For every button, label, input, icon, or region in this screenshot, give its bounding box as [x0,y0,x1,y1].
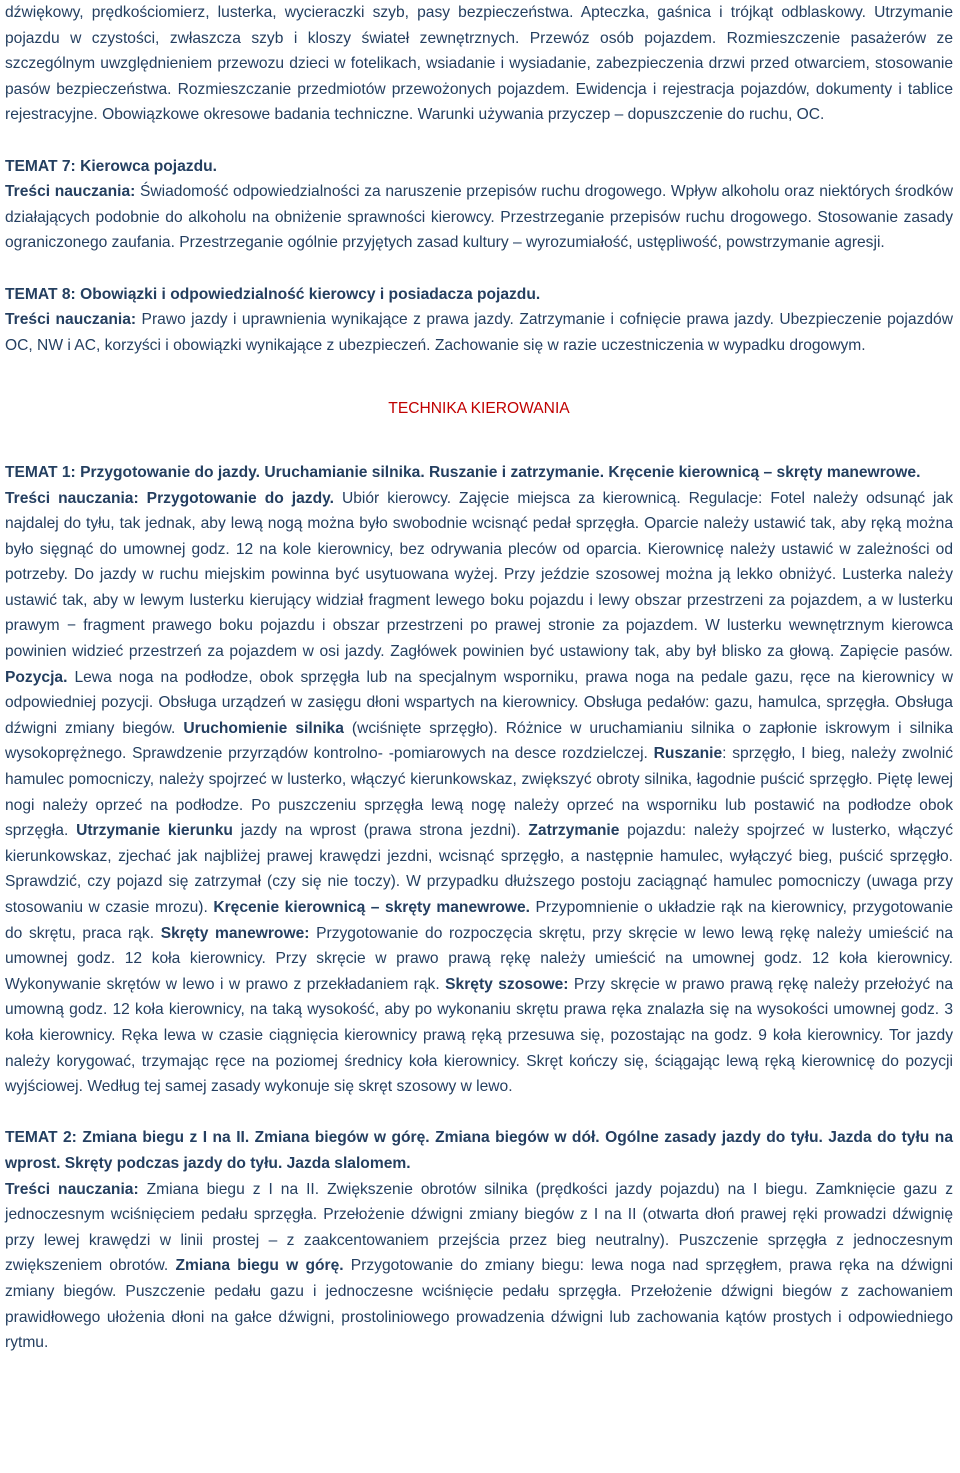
temat1-text-3: (wciśnięte sprzęgło). Różnice w uruchamianiu silnika o zapłonie iskrowym i silnika wysokoprężnego. Sprawdzenie przyrządów kontrolno- -pomiarowych na desce rozdzielczej. [5,719,953,763]
temat8-text: Prawo jazdy i uprawnienia wynikające z prawa jazdy. Zatrzymanie i cofnięcie prawa jazdy. Ubezpieczenie pojazdów OC, NW i AC, korzyści i obowiązki wynikające z ubezpieczeń. Zachowanie się w razie uczestniczenia w wypadku drogowym. [5,311,953,354]
spacer [5,256,953,282]
temat8-paragraph [5,307,953,358]
intro-paragraph: dźwiękowy, prędkościomierz, lusterka, wycieraczki szyb, pasy bezpieczeństwa. Apteczka, gaśnica i trójkąt odblaskowy. Utrzymanie pojazdu w czystości, zwłaszcza szyb i kloszy świateł zewnętrznych. Przewóz osób pojazdem. Rozmieszczenie pasażerów ze szczególnym uwzględnieniem przewozu dzieci w fotelikach, wsiadanie i wysiadanie, zabezpieczenia drzwi przed otwarciem, stosowanie pasów bezpieczeństwa. Rozmieszczanie przedmiotów przewożonych pojazdem. Ewidencja i rejestracja pojazdów, dokumenty i tablice rejestracyjne. Obowiązkowe okresowe badania techniczne. Warunki używania przyczep – dopuszczenie do ruchu, OC. [5,4,953,124]
temat1-text-2: Lewa noga na podłodze, obok sprzęgła lub na specjalnym wsporniku, prawa noga na pedale gazu, ręce na kierownicy w odpowiedniej pozycji. Obsługa urządzeń w zasięgu dłoni wspartych na kierownicy. Obsługa pedałów: gazu, hamulca, sprzęgła. Obsługa dźwigni zmiany biegów. [5,668,953,737]
temat1-bold-5: Zatrzymanie [528,822,620,840]
temat1-bold-4: Utrzymanie kierunku [76,822,233,840]
temat1-bold-6: Kręcenie kierownicą – skręty manewrowe. [213,899,530,916]
temat1-text-6: pojazdu: należy spojrzeć w lusterko, włączyć kierunkowskaz, zjechać jak najbliżej prawej krawędzi jezdni, wcisnąć sprzęgło, a następnie hamulec, wyłączyć bieg, puścić sprzęgło. Sprawdzić, czy pojazd się zatrzymał (czy się nie toczy). W przypadku dłuższego postoju zaciągnąć hamulec pomocniczy (uwaga przy stosowaniu w czasie mrozu). [5,822,954,916]
temat2-label: Treści nauczania: [5,1180,139,1198]
temat7-text: Świadomość odpowiedzialności za naruszenie przepisów ruchu drogowego. Wpływ alkoholu oraz niektórych środków działających podobnie do alkoholu na obniżenie sprawności kierowcy. Przestrzeganie przepisów ruchu drogowego. Stosowanie zasady ograniczonego zaufania. Przestrzeganie ogólnie przyjętych zasad kultury – wyrozumiałość, ustępliwość, powstrzymanie agresji. [5,183,953,252]
spacer [5,422,953,460]
temat1-bold-3: Ruszanie [653,745,723,763]
temat8-label: Treści nauczania: [5,311,137,329]
temat7-paragraph [5,179,953,256]
temat1-paragraph [5,486,953,1100]
temat2-paragraph [5,1177,953,1356]
temat1-bold-8: Skręty szosowe: [445,975,569,993]
spacer [5,1100,953,1126]
section-title: TECHNIKA KIEROWANIA [388,400,570,418]
temat2-text-1: Zmiana biegu z I na II. Zwiększenie obrotów silnika (prędkości jazdy pojazdu) na I biegu. Zamknięcie gazu z jednoczesnym wciśnięciem pedału sprzęgła. Przełożenie dźwigni zmiany biegów z I na II (otwarta dłoń prawej ręki prowadzi dźwignię przy lewej krawędzi w linii prostej – z zaakcentowaniem przejścia przez bieg neutralny). Puszczenie sprzęgła z jednoczesnym zwiększeniem obrotów. [5,1180,953,1275]
temat2-heading: TEMAT 2: Zmiana biegu z I na II. Zmiana biegów w górę. Zmiana biegów w dół. Ogólne zasady jazdy do tyłu. Jazda do tyłu na wprost. Skręty podczas jazdy do tyłu. Jazda slalomem. [5,1129,953,1172]
temat2-text-2: Przygotowanie do zmiany biegu: lewa noga nad sprzęgłem, prawa ręka na dźwigni zmiany biegów. Puszczenie pedału gazu i jednoczesne wciśnięcie pedału sprzęgła. Przełożenie dźwigni biegów z zachowaniem prawidłowego ułożenia dłoni na gałce dźwigni, prostoliniowego prowadzenia dźwigni lub zachowania kątów prostych i odpowiedniego rytmu. [5,1257,953,1352]
temat1-text-9: Przy skręcie w prawo prawą rękę należy przełożyć na umowną godz. 12 koła kierownicy, na taką wysokość, aby po wykonaniu skrętu prawa ręka znalazła się na wysokości umownej godz. 3 koła kierownicy. Ręka lewa w czasie ciągnięcia kierownicy prawą ręką przesuwa się, pozostając na godz. 9 koła kierownicy. Tor jazdy należy korygować, trzymając ręce na poziomej średnicy koła kierownicy. Skręt kończy się, ściągając lewą ręką kierownicę do pozycji wyjściowej. Według tej samej zasady wykonuje się skręt szosowy w lewo. [5,975,953,1096]
temat1-text-8: Przygotowanie do rozpoczęcia skrętu, przy skręcie w lewo lewą rękę należy umieścić na umownej godz. 12 koła kierownicy. Przy skręcie w prawo prawą rękę należy umieścić na umownej godz. 12 koła kierownicy. Wykonywanie skrętów w lewo i w prawo z przekładaniem rąk. [5,924,954,993]
temat1-label: Treści nauczania: Przygotowanie do jazdy. [5,489,334,507]
temat1-text-5: jazdy na wprost (prawa strona jezdni). [232,822,529,840]
temat1-heading: TEMAT 1: Przygotowanie do jazdy. Uruchamianie silnika. Ruszanie i zatrzymanie. Kręcenie kierownicą – skręty manewrowe. [5,463,921,481]
temat7-label: Treści nauczania: [5,183,136,201]
spacer [5,358,953,396]
temat1-bold-1: Pozycja. [5,668,68,686]
spacer [5,128,953,154]
temat1-text-4: : sprzęgło, I bieg, należy zwolnić hamulec pomocniczy, należy spojrzeć w lusterko, włączyć kierunkowskaz, zwiększyć obroty silnika, łagodnie puścić sprzęgło. Piętę lewej nogi należy oprzeć na podłodze. Po puszczeniu sprzęgła lewą nogę należy oprzeć na wsporniku lub postawić na podłodze obok sprzęgła. [5,745,953,840]
temat8-heading: TEMAT 8: Obowiązki i odpowiedzialność kierowcy i posiadacza pojazdu. [5,285,541,303]
temat1-bold-2: Uruchomienie silnika [183,719,344,737]
temat1-text-7: Przypomnienie o układzie rąk na kierownicy, przygotowanie do skrętu, praca rąk. [5,899,954,942]
temat7-heading: TEMAT 7: Kierowca pojazdu. [5,157,217,175]
temat1-bold-7: Skręty manewrowe: [160,924,310,942]
temat2-bold-1: Zmiana biegu w górę. [175,1257,344,1275]
temat1-text-1: Ubiór kierowcy. Zajęcie miejsca za kierownicą. Regulacje: Fotel należy odsunąć jak najdalej do tyłu, tak jednak, aby lewą nogą można było swobodnie wcisnąć pedał sprzęgła. Oparcie należy ustawić tak, aby ręką można było sięgnąć do umownej godz. 12 na kole kierownicy, bez odrywania pleców od oparcia. Kierownicę należy ustawić w zależności od potrzeby. Do jazdy w ruchu miejskim powinna być usytuowana wyżej. Przy jeździe szosowej można ją lekko obniżyć. Lusterka należy ustawić tak, aby w lewym lusterku kierujący widział fragment lewego boku pojazdu i lewy obszar przestrzeni za pojazdem, a w lusterku prawym − fragment prawego boku pojazdu i obszar przestrzeni po prawej stronie za pojazdem. W lusterku wewnętrznym kierowca powinien widzieć przestrzeń za pojazdem w osi jazdy. Zagłówek powinien być ustawiony tak, aby był blisko za głową. Zapięcie pasów. [5,489,953,661]
